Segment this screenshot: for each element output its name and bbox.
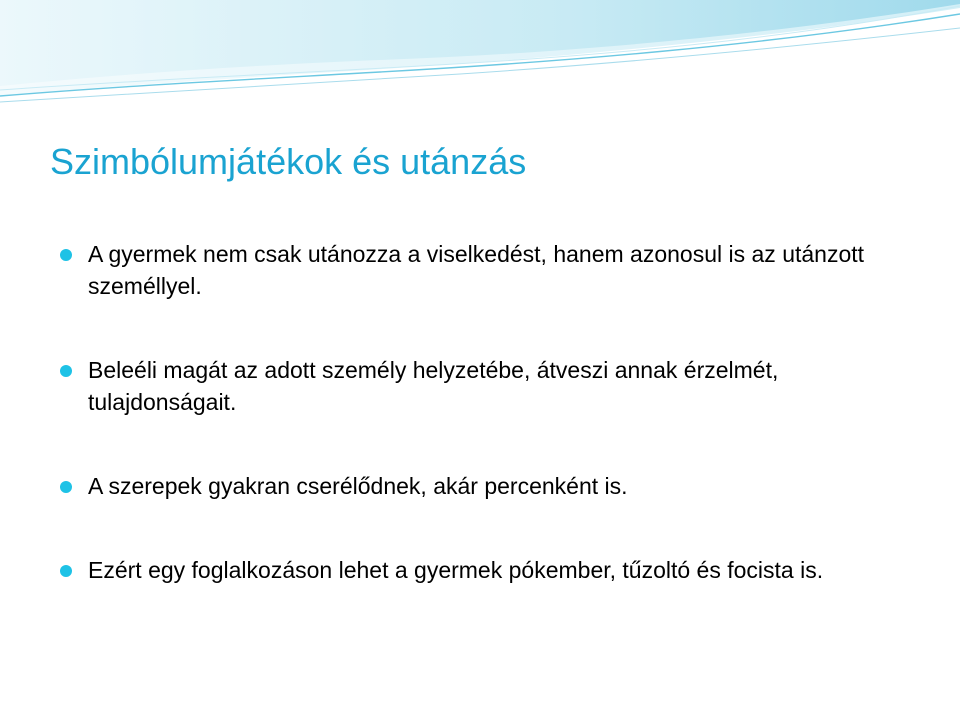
list-item bbox=[60, 470, 920, 502]
bullet-dot-icon bbox=[60, 365, 72, 377]
list-item bbox=[60, 354, 920, 418]
list-item bbox=[60, 554, 920, 586]
bullet-dot-icon bbox=[60, 481, 72, 493]
bullet-dot-icon bbox=[60, 565, 72, 577]
header-wave-decoration bbox=[0, 0, 960, 110]
list-item bbox=[60, 238, 920, 302]
slide-title: Szimbólumjátékok és utánzás bbox=[50, 141, 527, 182]
bullet-text: A szerepek gyakran cserélődnek, akár percenként is. bbox=[88, 473, 628, 499]
bullet-dot-icon bbox=[60, 249, 72, 261]
bullet-text: Ezért egy foglalkozáson lehet a gyermek pókember, tűzoltó és focista is. bbox=[88, 557, 824, 583]
bullet-list bbox=[60, 238, 920, 586]
bullet-text: A gyermek nem csak utánozza a viselkedést, hanem azonosul is az utánzott személlyel. bbox=[88, 241, 865, 299]
bullet-text: Beleéli magát az adott személy helyzetébe, átveszi annak érzelmét, tulajdonságait. bbox=[88, 357, 779, 415]
